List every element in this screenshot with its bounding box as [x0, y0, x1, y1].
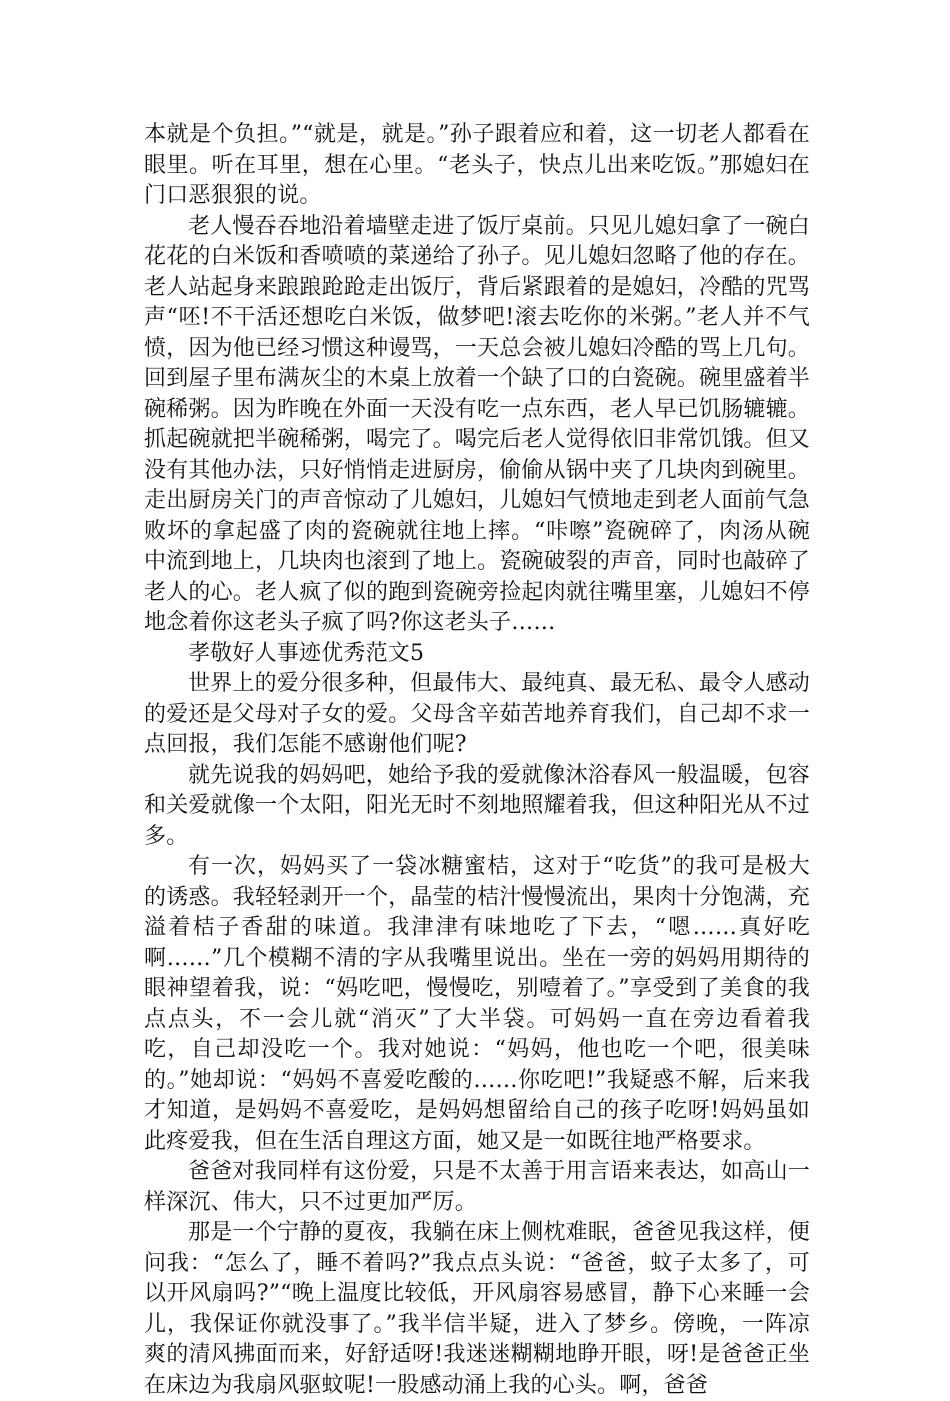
- document-body: [144, 120, 810, 1401]
- paragraph-3: 世界上的爱分很多种，但最伟大、最纯真、最无私、最令人感动的爱还是父母对子女的爱。父母含辛茹苦地养育我们，自己却不求一点回报，我们怎能不感谢他们呢?: [144, 671, 811, 757]
- paragraph-6: 爸爸对我同样有这份爱，只是不太善于用言语来表达，如高山一样深沉、伟大，只不过更加严厉。: [144, 1159, 810, 1215]
- paragraph-5: 有一次，妈妈买了一袋冰糖蜜桔，这对于“吃货”的我可是极大的诱惑。我轻轻剥开一个，晶莹的桔汁慢慢流出，果肉十分饱满，充溢着桔子香甜的味道。我津津有味地吃了下去，“嗯……真好吃啊……”几个模糊不清的字从我嘴里说出。坐在一旁的妈妈用期待的眼神望着我，说：“妈吃吧，慢慢吃，别噎着了。”享受到了美食的我点点头，不一会儿就“消灭”了大半袋。可妈妈一直在旁边看着我吃，自己却没吃一个。我对她说：“妈妈，他也吃一个吧，很美味的。”她却说：“妈妈不喜爱吃酸的……你吃吧!”我疑惑不解，后来我才知道，是妈妈不喜爱吃，是妈妈想留给自己的孩子吃呀!妈妈虽如此疼爱我，但在生活自理这方面，她又是一如既往地严格要求。: [144, 854, 811, 1154]
- section-heading: 孝敬好人事迹优秀范文5: [188, 640, 425, 666]
- paragraph-7: 那是一个宁静的夏夜，我躺在床上侧枕难眠，爸爸见我这样，便问我：“怎么了，睡不着吗?”我点点头说：“爸爸，蚊子太多了，可以开风扇吗?”“晚上温度比较低，开风扇容易感冒，静下心来睡一会儿，我保证你就没事了。”我半信半疑，进入了梦乡。傍晚，一阵凉爽的清风拂面而来，好舒适呀!我迷迷糊糊地睁开眼，呀!是爸爸正坐在床边为我扇风驱蚊呢!一股感动涌上我的心头。啊，爸爸: [144, 1220, 810, 1398]
- paragraph-1: 本就是个负担。”“就是，就是。”孙子跟着应和着，这一切老人都看在眼里。听在耳里，想在心里。“老头子，快点儿出来吃饭。”那媳妇在门口恶狠狠的说。: [144, 122, 810, 208]
- paragraph-4: 就先说我的妈妈吧，她给予我的爱就像沐浴春风一般温暖，包容和关爱就像一个太阳，阳光无时不刻地照耀着我，但这种阳光从不过多。: [144, 762, 811, 849]
- paragraph-2: 老人慢吞吞地沿着墙壁走进了饭厅桌前。只见儿媳妇拿了一碗白花花的白米饭和香喷喷的菜递给了孙子。见儿媳妇忽略了他的存在。老人站起身来踉踉跄跄走出饭厅，背后紧跟着的是媳妇，冷酷的咒骂声“呸!不干活还想吃白米饭，做梦吧!滚去吃你的米粥。”老人并不气愤，因为他已经习惯这种谩骂，一天总会被儿媳妇冷酷的骂上几句。回到屋子里布满灰尘的木桌上放着一个缺了口的白瓷碗。碗里盛着半碗稀粥。因为昨晚在外面一天没有吃一点东西，老人早已饥肠辘辘。抓起碗就把半碗稀粥，喝完了。喝完后老人觉得依旧非常饥饿。但又没有其他办法，只好悄悄走进厨房，偷偷从锅中夹了几块肉到碗里。走出厨房关门的声音惊动了儿媳妇，儿媳妇气愤地走到老人面前气急败坏的拿起盛了肉的瓷碗就往地上摔。“咔嚓”瓷碗碎了，肉汤从碗中流到地上，几块肉也滚到了地上。瓷碗破裂的声音，同时也敲碎了老人的心。老人疯了似的跑到瓷碗旁捡起肉就往嘴里塞，儿媳妇不停地念着你这老头子疯了吗?你这老头子……: [144, 213, 811, 635]
